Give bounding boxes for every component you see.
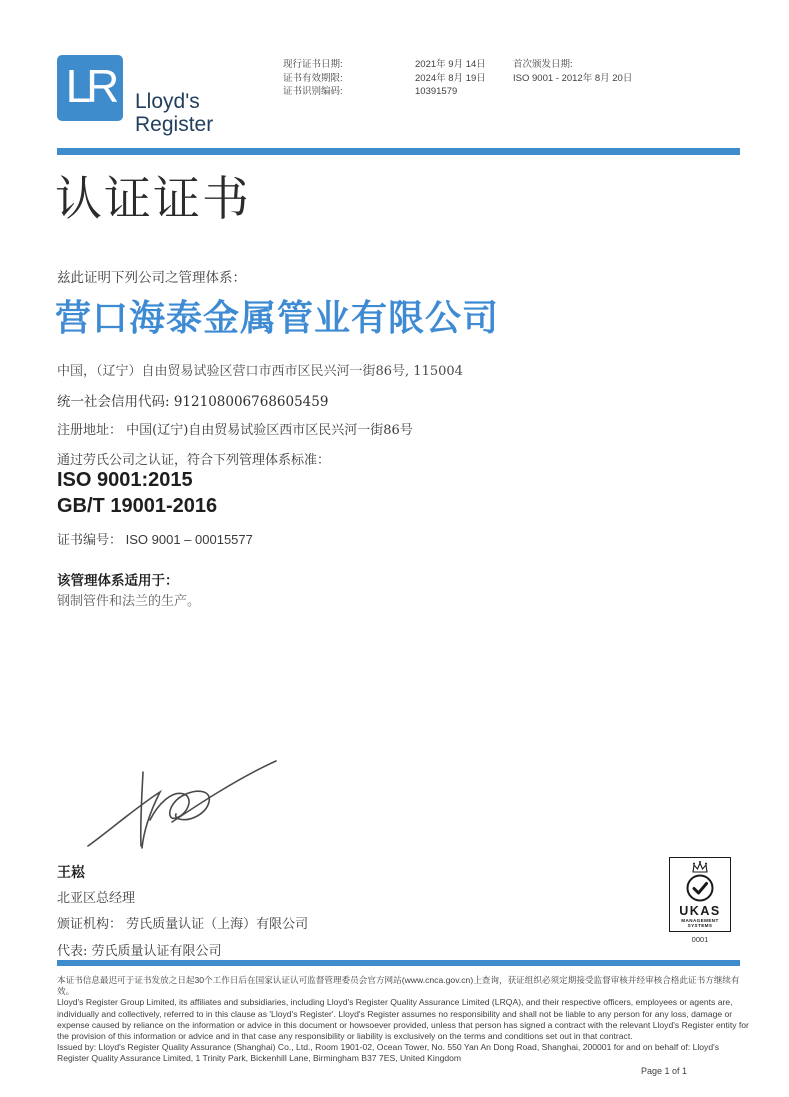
brand-line1: Lloyd's <box>135 90 200 113</box>
current-cert-date-value: 2021年 9月 14日 <box>415 59 486 70</box>
top-divider <box>57 148 740 155</box>
lr-logo-letters: LR <box>65 60 115 112</box>
cert-id-value: 10391579 <box>415 86 458 97</box>
intro-line: 兹此证明下列公司之管理体系： <box>57 270 246 286</box>
current-cert-date-row <box>283 58 486 72</box>
scope-heading: 该管理体系适用于： <box>57 573 179 589</box>
cert-expiry-value: 2024年 8月 19日 <box>415 72 486 84</box>
on-behalf-line: 代表: 劳氏质量认证有限公司 <box>57 944 222 959</box>
ukas-accreditation-mark <box>669 857 731 944</box>
brand-line2: Register <box>135 113 214 136</box>
signatory-job-title: 北亚区总经理 <box>57 891 136 906</box>
scope-text: 钢制管件和法兰的生产。 <box>57 594 201 609</box>
standard-gbt: GB/T 19001-2016 <box>57 495 218 517</box>
ukas-box <box>669 857 731 932</box>
issuing-body-line: 颁证机构： 劳氏质量认证（上海）有限公司 <box>57 917 309 932</box>
lloyds-register-logo <box>57 55 123 121</box>
ukas-number: 0001 <box>691 934 709 944</box>
crown-icon <box>691 861 709 873</box>
credit-code-line: 统一社会信用代码: 912108006768605459 <box>57 394 329 410</box>
signatory-name: 王崧 <box>57 865 85 881</box>
bottom-divider <box>57 960 740 966</box>
footer-en-disclaimer: Lloyd's Register Group Limited, its affiliates and subsidiaries, including Lloyd's Register Quality Assurance Limited (LRQA), and their respective officers, employees or agents are, individually and collectively, referred to in this clause as 'Lloyd's Register'. Lloyd's Register assumes no responsibility and shall not be liable to any person for any loss, damage or expense caused by reliance on the information or advice in this document or howsoever provided, unless that person has signed a contract with the relevant Lloyd's Register entity for the provision of this information or advice and in that case any responsibility or liability is exclusively on the terms and conditions set out in that contract. <box>57 997 749 1041</box>
registered-address-line: 注册地址： 中国(辽宁)自由贸易试验区西市区民兴河一街86号 <box>57 423 413 438</box>
certificate-dates-block <box>283 58 486 99</box>
certificate-number-value: ISO 9001 – 00015577 <box>125 532 253 547</box>
ukas-subtitle-1: MANAGEMENT <box>681 918 719 923</box>
cert-expiry-label: 证书有效期限: <box>283 72 343 84</box>
page-number: Page 1 of 1 <box>640 1066 688 1076</box>
brand-name <box>135 90 213 136</box>
signature-scribble-icon <box>80 748 300 858</box>
first-issue-value: ISO 9001 - 2012年 8月 20日 <box>513 72 633 84</box>
current-cert-date-label: 现行证书日期: <box>283 59 343 70</box>
company-name: 营口海泰金属管业有限公司 <box>55 297 500 339</box>
footer-issued-by: Issued by: Lloyd's Register Quality Assurance (Shanghai) Co., Ltd., Room 1901-02, Ocean Tower, No. 550 Yan An Dong Road, Shanghai, 200001 for and on behalf of: Lloyd's Register Quality Assurance Limited, 1 Trinity Park, Bickenhill Lane, Birmingham B37 7ES, United Kingdom <box>57 1042 720 1064</box>
company-address: 中国，（辽宁）自由贸易试验区营口市西市区民兴河一街86号, 115004 <box>57 364 463 379</box>
certificate-number-line <box>57 529 253 548</box>
cert-id-row <box>283 85 486 99</box>
standard-iso: ISO 9001:2015 <box>57 469 193 491</box>
checkmark-circle-icon <box>685 873 715 903</box>
certificate-number-label: 证书编号： <box>57 533 123 548</box>
first-issue-block <box>513 58 632 85</box>
certification-statement: 通过劳氏公司之认证，符合下列管理体系标准： <box>57 453 331 468</box>
standards-block <box>57 467 217 519</box>
ukas-word: UKAS <box>679 904 721 918</box>
cert-id-label: 证书识别编码: <box>283 86 343 97</box>
page-title: 认证证书 <box>55 172 251 227</box>
footer-cn-notice: 本证书信息最迟可于证书发放之日起30个工作日后在国家认证认可监督管理委员会官方网站(www.cnca.gov.cn)上查询，获证组织必须定期接受监督审核并经审核合格此证书方继续有效。 <box>57 975 740 997</box>
footer-legal-block <box>57 975 749 1064</box>
signature-image <box>80 748 300 863</box>
cert-expiry-row <box>283 72 486 86</box>
first-issue-label: 首次颁发日期: <box>513 59 573 70</box>
ukas-subtitle-2: SYSTEMS <box>687 923 713 929</box>
